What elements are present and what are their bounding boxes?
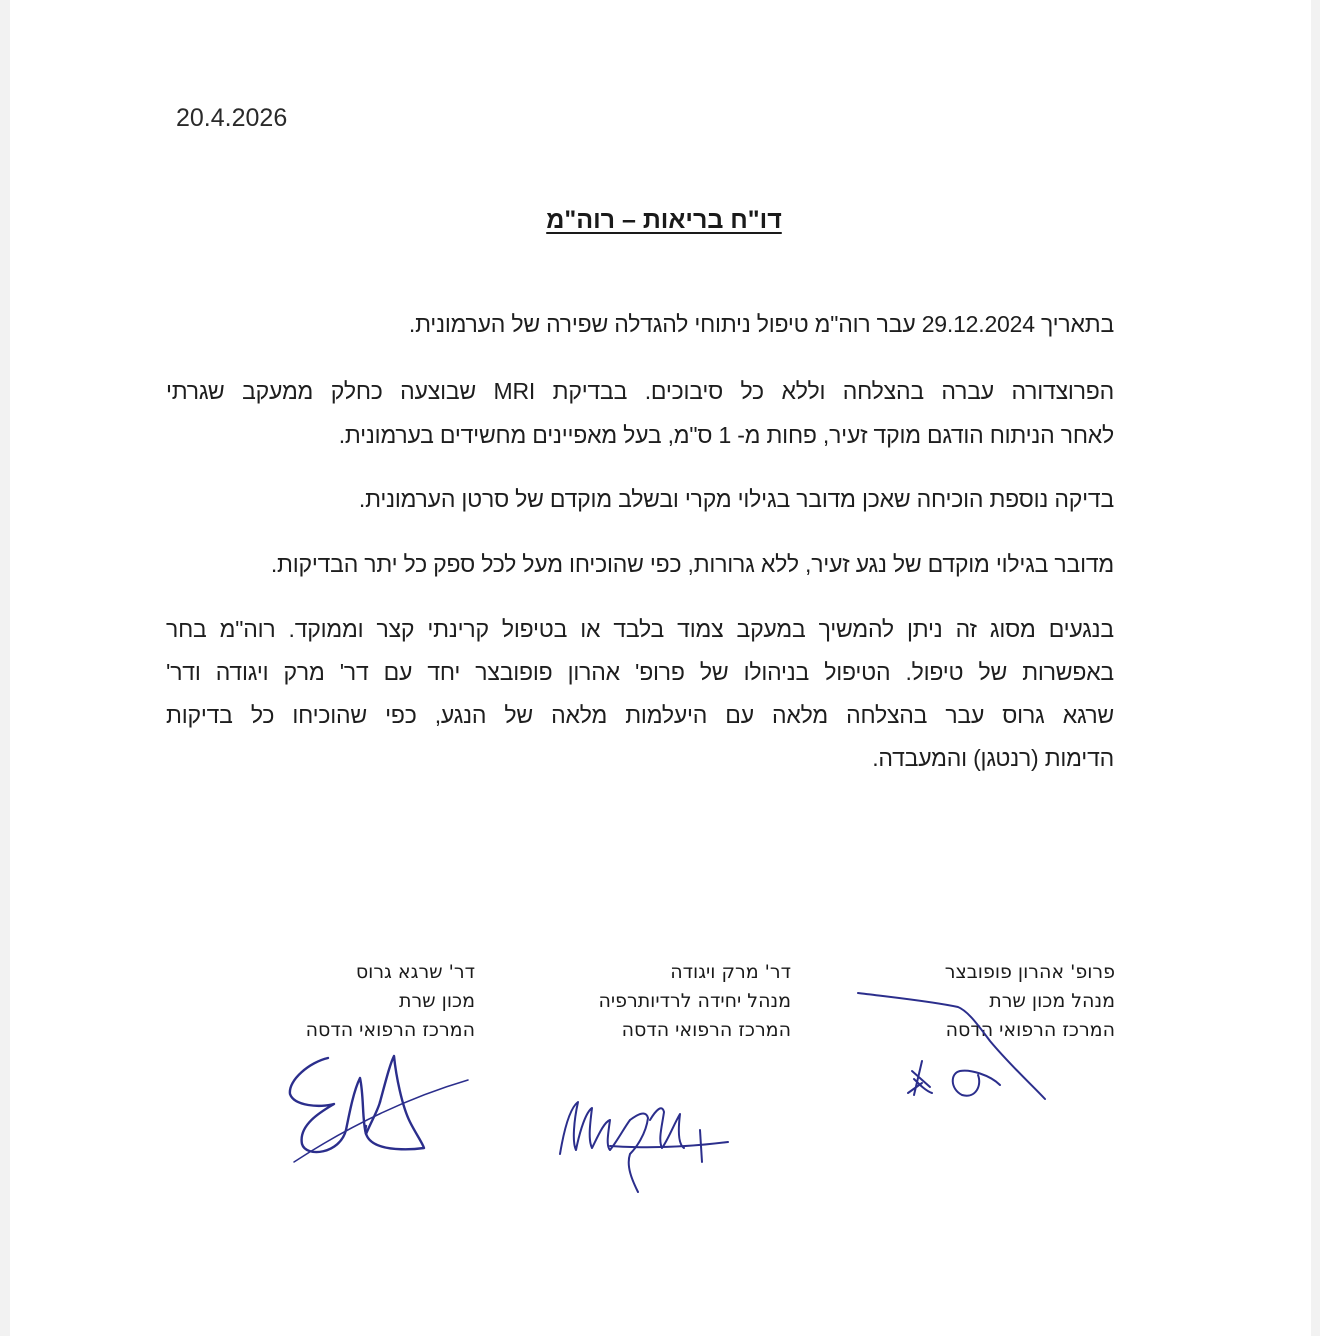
signatory-institution: המרכז הרפואי הדסה <box>621 1019 791 1041</box>
document-page <box>10 0 1311 1336</box>
signatory-name: דר' מרק ויגודה <box>670 961 791 983</box>
document-date: 20.4.2026 <box>176 104 288 132</box>
signatory-institution: המרכז הרפואי הדסה <box>305 1019 475 1041</box>
signatory-role: מנהל מכון שרת <box>989 990 1115 1012</box>
paragraph-treatment <box>166 608 1114 780</box>
signatory-role: מנהל יחידה לרדיותרפיה <box>598 990 791 1012</box>
paragraph-line: הדימות (רנטגן) והמעבדה. <box>872 745 1114 771</box>
signatory-institution: המרכז הרפואי הדסה <box>945 1019 1115 1041</box>
signature-gross-icon <box>280 1050 480 1170</box>
paragraph-additional-test <box>166 479 1114 519</box>
document-title: דו"ח בריאות – רוה"מ <box>546 206 782 234</box>
signature-vigoda-icon <box>550 1090 750 1200</box>
signatory-popovtzer <box>945 958 1115 1045</box>
signatory-gross <box>306 958 475 1045</box>
paragraph-line: באפשרות של טיפול. הטיפול בניהולו של פרופ' אהרון פופובצר יחד עם דר' מרק ויגודה ודר' <box>166 659 1114 685</box>
paragraph-mri-finding <box>166 369 1114 457</box>
paragraph-text: בתאריך 29.12.2024 עבר רוה"מ טיפול ניתוחי להגדלה שפירה של הערמונית. <box>408 311 1114 337</box>
signatory-name: דר' שרגא גרוס <box>355 961 475 983</box>
paragraph-text: בדיקה נוספת הוכיחה שאכן מדובר בגילוי מקרי ובשלב מוקדם של סרטן הערמונית. <box>358 486 1114 512</box>
signatory-role: מכון שרת <box>398 990 475 1012</box>
paragraph-line: הפרוצדורה עברה בהצלחה וללא כל סיבוכים. בבדיקת MRI שבוצעה כחלק ממעקב שגרתי <box>166 378 1114 404</box>
paragraph-line: שרגא גרוס עבר בהצלחה מלאה עם היעלמות מלאה של הנגע, כפי שהוכיחו כל בדיקות <box>166 702 1114 728</box>
paragraph-text: מדובר בגילוי מוקדם של נגע זעיר, ללא גרורות, כפי שהוכיחו מעל לכל ספק כל יתר הבדיקות. <box>270 551 1114 577</box>
signatory-name: פרופ' אהרון פופובצר <box>944 961 1115 983</box>
paragraph-line: לאחר הניתוח הודגם מוקד זעיר, פחות מ- 1 ס"מ, בעל מאפיינים מחשידים בערמונית. <box>338 422 1114 448</box>
document-title-wrapper <box>10 206 1311 235</box>
paragraph-early-detection <box>166 544 1114 584</box>
paragraph-line: בנגעים מסוג זה ניתן להמשיך במעקב צמוד בלבד או בטיפול קרינתי קצר וממוקד. רוה"מ בחר <box>166 616 1114 642</box>
paragraph-surgery-date <box>166 304 1114 344</box>
signatory-vigoda <box>598 958 791 1045</box>
